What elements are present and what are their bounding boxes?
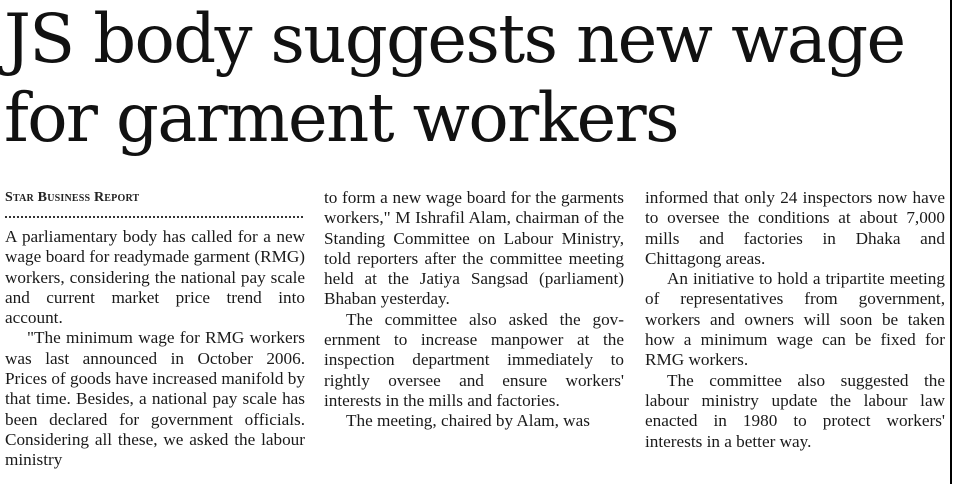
column-1-paragraph-1: A parliamentary body has called for a new wage board for readymade garment (RMG) workers, considering the national pay scale and current market price trend into account. xyxy=(5,227,305,328)
article-column-3 xyxy=(645,188,945,452)
column-2-paragraph-3: The meeting, chaired by Alam, was xyxy=(346,411,590,431)
column-3-paragraph-1: informed that only 24 inspectors now have to oversee the conditions at about 7,000 mills and factories in Dhaka and Chittagong areas. xyxy=(645,188,945,268)
column-2-paragraph-2: The committee also asked the government to increase manpower at the inspection department immediately to rightly oversee and ensure workers' interests in the mills and factories. xyxy=(324,309,624,410)
byline: Star Business Report xyxy=(5,190,140,205)
page-edge-rule xyxy=(950,0,952,484)
column-1-paragraph-2: "The minimum wage for RMG workers was last announced in October 2006. Prices of goods have increased manifold by that time. Besides, a national pay scale has been declared for government officials. Considering all these, we asked the labour ministry xyxy=(5,328,305,470)
headline-line-2: for garment workers xyxy=(4,79,678,157)
column-3-paragraph-3: The committee also suggested the labour ministry update the labour law enacted in 1980 to protect workers' interests in a better way. xyxy=(645,370,945,451)
byline-divider xyxy=(5,216,303,218)
column-2-paragraph-1: to form a new wage board for the garments workers," M Ishrafil Alam, chairman of the Standing Committee on Labour Ministry, told reporters after the committee meeting held at the Jatiya Sangsad (parliament) Bhaban yesterday. xyxy=(324,188,624,309)
headline-line-1: JS body suggests new wage xyxy=(4,0,905,78)
column-3-paragraph-2: An initiative to hold a tripartite meeting of representatives from government, workers and owners will soon be taken how a minimum wage can be fixed for RMG workers. xyxy=(645,269,945,370)
article-column-2 xyxy=(324,188,624,432)
headline xyxy=(4,0,944,158)
article-column-1 xyxy=(5,188,305,471)
